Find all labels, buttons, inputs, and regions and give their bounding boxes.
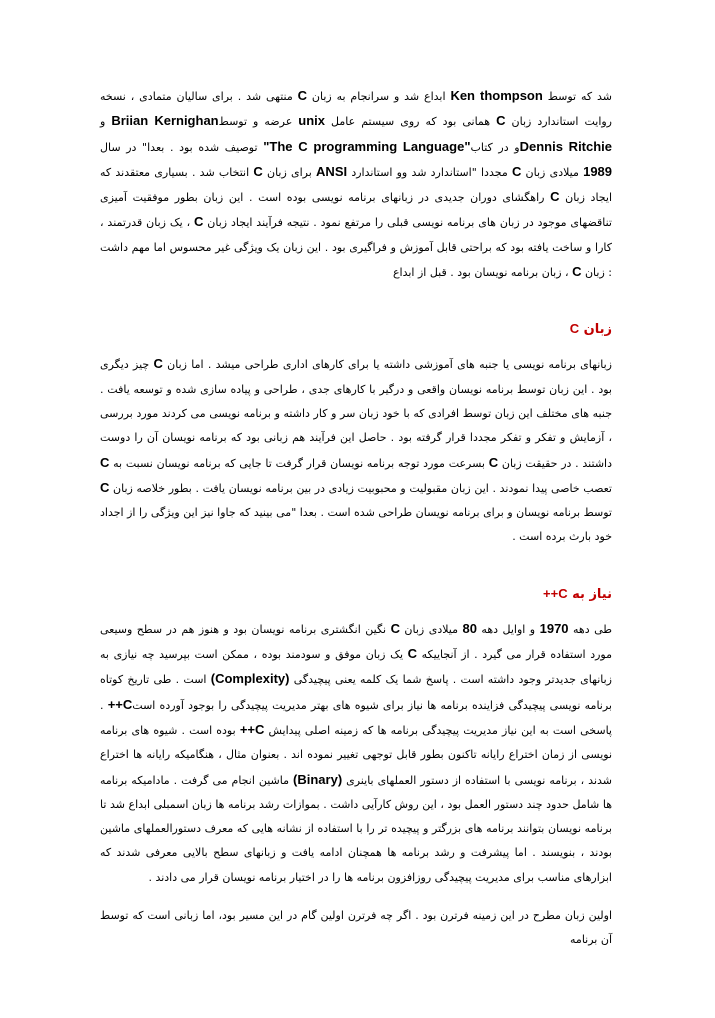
document-page	[100, 84, 612, 953]
heading-text: نیاز به	[567, 586, 612, 602]
text-run: منتهی شد . برای سالیان متمادی ، نسخه روایت استاندارد زبان	[100, 90, 612, 129]
latin-term: ANSI	[316, 163, 348, 179]
text-run: اولین زبان مطرح در این زمینه فرترن بود . اگر چه فرترن اولین گام در این مسیر بود، اما زبانی است که توسط آن برنامه	[100, 909, 612, 947]
section-heading-cpp	[100, 582, 612, 607]
latin-term: 1989	[583, 163, 613, 179]
text-run: انتخاب شد . بسیاری معتقدند که ایجاد زبان	[100, 165, 613, 205]
latin-term: C++	[107, 696, 133, 712]
latin-term: "The C programming Language"	[263, 138, 471, 154]
text-run: طی دهه	[568, 622, 613, 636]
text-run: راهگشای دوران جدیدی در زبانهای برنامه نویسی بوده است . این زبان بطور موفقیت آمیزی تناقضهای موجود در زبان های برنامه نویسی قبلی را مرتفع نمود . نتیجه فرآیند ایجاد زبان	[100, 191, 612, 230]
latin-term: C	[153, 356, 163, 372]
text-run: همانی بود که روی سیستم عامل	[325, 115, 497, 129]
latin-term: Ken thompson	[450, 88, 543, 103]
heading-text: زبان	[579, 322, 612, 338]
text-run: ، زبان برنامه نویسان بود . قبل از ابداع	[392, 266, 573, 280]
text-run: . پاسخی است به این نیاز مدیریت پیچیدگی برنامه ها که زمینه اصلی پیدایش	[100, 698, 612, 737]
paragraph-fortran	[100, 904, 612, 953]
text-run: ماشین انجام می گرفت . مادامیکه برنامه ها شامل حدود چند دستور العمل بود ، این روش کارآیی داشت . بموازات رشد برنامه ها زبان اسمبلی ابداع شد تا برنامه نویسان بتوانند برنامه های بزرگتر و پیچیده تر را با استفاده از نشانه هایی که معرف دستورالعملهای ماشین بودند ، بنویسند . اما پیشرفت و رشد برنامه ها همچنان ادامه یافت و زبانهای سطح بالایی معرفی شدند که ابزارهای مناسب برای مدیریت پیچیدگی روزافزون برنامه ها را در اختیار برنامه نویسان قرار می دادند .	[100, 773, 612, 884]
text-run: میلادی زبان	[399, 622, 463, 636]
latin-term: C	[407, 646, 418, 662]
latin-term: 80	[462, 620, 477, 636]
latin-term: Dennis Ritchie	[519, 138, 613, 154]
paragraph-need-for-cpp	[100, 617, 612, 890]
latin-term: C	[572, 264, 582, 280]
text-run: زبانهای برنامه نویسی یا جنبه های آموزشی داشته یا برای کارهای اداری طراحی میشد . اما زبان	[162, 358, 612, 372]
text-run: میلادی زبان	[521, 165, 584, 179]
latin-term: C	[100, 454, 110, 470]
text-run: شد که توسط	[542, 90, 612, 103]
latin-term: C	[390, 620, 400, 636]
text-run: عرضه و توسط	[218, 115, 299, 129]
latin-term: (Complexity)	[210, 671, 290, 687]
text-run: است . طی تاریخ کوتاه برنامه نویسی پیچیدگی فزاینده برنامه ها نیاز برای شیوه های بهتر مدیریت پیچیدگی را بوجود آورده است	[100, 673, 612, 712]
latin-term: C	[100, 479, 110, 495]
latin-term: C	[511, 163, 522, 179]
text-run: توسط برنامه نویسان و برای برنامه نویسان طراحی شده است . بعدا "می بینید که جاوا نیز این ویژگی را از اجداد خود بارث برده است .	[100, 506, 612, 544]
latin-term: (Binary)	[293, 771, 343, 787]
text-run: ابداع شد و سرانجام به زبان	[307, 90, 451, 103]
paragraph-intro	[100, 84, 612, 285]
latin-term: C	[194, 214, 204, 230]
latin-term: C	[253, 163, 263, 179]
paragraph-c-language	[100, 352, 612, 549]
text-run: مجددا "استاندارد شد وو استاندارد	[347, 165, 512, 179]
text-run: یک زبان موفق و سودمند بوده ، ممکن است بپرسید چه نیازی به زبانهای جدیدتر وجود داشته است . پاسخ شما یک کلمه یعنی پیچیدگی	[100, 648, 612, 687]
text-run: تعصب خاصی پیدا نمودند . این زبان مقبولیت و محبوبیت زیادی در بین برنامه نویسان یافت . بطور خلاصه زبان	[109, 481, 612, 495]
text-run: بسرعت مورد توجه برنامه نویسان قرار گرفت تا جایی که برنامه نویسان نسبت به	[109, 456, 489, 470]
latin-term: 1970	[539, 620, 569, 636]
section-heading-c	[100, 317, 612, 342]
latin-term: C	[488, 454, 499, 470]
text-run: توصیف شده بود . بعدا" در سال	[100, 140, 264, 154]
heading-latin: C++	[543, 585, 568, 601]
latin-term: Briian Kernighan	[111, 113, 219, 129]
text-run: نگین انگشتری برنامه نویسان بود و هنوز هم در سطح وسیعی مورد استفاده قرار می گیرد . از آنجاییکه	[100, 622, 612, 662]
text-run: بوده است . شیوه های برنامه نویسی از زمان اختراع رایانه تاکنون بطور قابل توجهی تغییر نموده اند . بعنوان مثال ، هنگامیکه رایانه ها اختراع شدند ، برنامه نویسی با استفاده از دستور العملهای باینری	[100, 723, 612, 787]
latin-term: C	[297, 88, 308, 103]
text-run: و	[100, 115, 112, 129]
latin-term: C++	[239, 721, 265, 737]
text-run: و در کتاب	[470, 140, 520, 154]
latin-term: unix	[298, 113, 326, 129]
text-run: و اوایل دهه	[476, 622, 540, 636]
latin-term: C	[550, 189, 560, 205]
text-run: ، یک زبان قدرتمند ، کارا و ساخت یافته بود که براحتی قابل آموزش و فراگیری بود . این زبان یک ویژگی غیر محسوس اما مهم داشت : زبان	[100, 216, 612, 280]
latin-term: C	[496, 113, 506, 129]
heading-latin: C	[569, 321, 580, 337]
text-run: چیز دیگری بود . این زبان توسط برنامه نویسان واقعی و درگیر با کارهای جدی ، طراحی و پیاده سازی شده و توسعه یافت . جنبه های مختلف این زبان توسط افرادی که با خود زبان سر و کار داشته و برنامه نویسی می کردند مورد بررسی ، آزمایش و تفکر و تفکر مجددا قرار گرفته بود . حاصل این فرآیند هم زبانی بود که برنامه نویسان آن را دوست داشتند . در حقیقت زبان	[100, 358, 612, 470]
text-run: برای زبان	[262, 165, 317, 179]
